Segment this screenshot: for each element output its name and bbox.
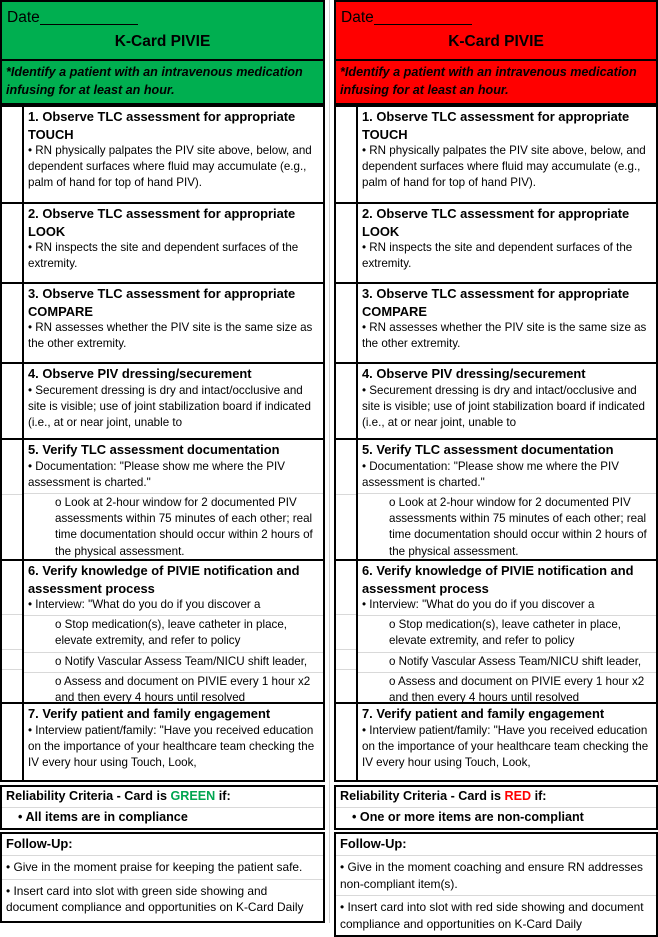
item-title-7-red: 7. Verify patient and family engagement bbox=[362, 706, 605, 721]
item-bullet-2-green: • RN inspects the site and dependent surfaces of the extremity. bbox=[28, 241, 299, 271]
item-bullet-6-red: • Interview: "What do you do if you discover a bbox=[362, 598, 595, 611]
criteria-color-word-green: GREEN bbox=[170, 789, 216, 803]
check-box-4-green[interactable] bbox=[2, 364, 22, 438]
item-subtext-5-1-green: o Look at 2-hour window for 2 documented PIV assessments within 75 minutes of each other; real time documentation should occur within 2 hours of the physical assessment. bbox=[55, 496, 313, 558]
check-box-1-red[interactable] bbox=[336, 107, 356, 202]
criteria-suffix-red: if: bbox=[531, 789, 547, 803]
item-main-6-green bbox=[24, 561, 323, 616]
red-card-panel bbox=[334, 0, 658, 931]
date-row-red bbox=[336, 2, 656, 33]
item-body-1-green bbox=[24, 107, 323, 202]
item-sub-6-2-green bbox=[24, 653, 323, 673]
criteria-bullet-green: • All items are in compliance bbox=[18, 810, 188, 824]
check-column-7-green[interactable] bbox=[2, 704, 24, 780]
item-bullet-5-red: • Documentation: "Please show me where the PIV assessment is charted." bbox=[362, 459, 619, 489]
item-title-6-green: 6. Verify knowledge of PIVIE notification and assessment process bbox=[28, 563, 300, 596]
check-box-2-green[interactable] bbox=[2, 204, 22, 282]
check-column-2-green[interactable] bbox=[2, 204, 24, 282]
item-subtext-6-1-red: o Stop medication(s), leave catheter in place, elevate extremity, and refer to policy bbox=[389, 618, 621, 648]
check-column-4-green[interactable] bbox=[2, 364, 24, 438]
item-main-6-red bbox=[358, 561, 656, 616]
item-bullet-6-green: • Interview: "What do you do if you discover a bbox=[28, 598, 261, 611]
check-column-5-red[interactable] bbox=[336, 440, 358, 559]
checklist-item-7-green bbox=[2, 704, 323, 780]
item-bullet-5-green: • Documentation: "Please show me where the PIV assessment is charted." bbox=[28, 459, 285, 489]
check-column-6-green[interactable] bbox=[2, 561, 24, 702]
item-bullet-3-red: • RN assesses whether the PIV site is the same size as the other extremity. bbox=[362, 321, 647, 351]
followup-item-1-green: • Give in the moment praise for keeping the patient safe. bbox=[2, 856, 323, 880]
item-body-4-green bbox=[24, 364, 323, 438]
item-main-3-red bbox=[358, 284, 656, 354]
item-subtext-5-1-red: o Look at 2-hour window for 2 documented PIV assessments within 75 minutes of each other; real time documentation should occur within 2 hours of the physical assessment. bbox=[389, 496, 647, 558]
item-body-1-red bbox=[358, 107, 656, 202]
item-main-1-green bbox=[24, 107, 323, 194]
item-title-7-green: 7. Verify patient and family engagement bbox=[28, 706, 271, 721]
item-subtext-6-3-red: o Assess and document on PIVIE every 1 hour x2 and then every 4 hours until resolved bbox=[389, 674, 645, 705]
panel-gutter bbox=[325, 0, 334, 923]
check-box-6c-green[interactable] bbox=[2, 650, 22, 670]
check-column-4-red[interactable] bbox=[336, 364, 358, 438]
item-body-7-green bbox=[24, 704, 323, 780]
check-box-6d-red[interactable] bbox=[336, 670, 356, 702]
item-body-7-red bbox=[358, 704, 656, 780]
checklist-item-6-red bbox=[336, 561, 656, 704]
item-main-7-red bbox=[358, 704, 656, 773]
criteria-heading-green bbox=[2, 787, 323, 808]
item-body-3-green bbox=[24, 284, 323, 362]
item-main-5-red bbox=[358, 440, 656, 494]
item-sub-6-1-green bbox=[24, 616, 323, 652]
check-box-3-green[interactable] bbox=[2, 284, 22, 362]
criteria-bullet-red: • One or more items are non-compliant bbox=[352, 810, 584, 824]
item-subtext-6-3-green: o Assess and document on PIVIE every 1 hour x2 and then every 4 hours until resolved bbox=[55, 674, 311, 705]
item-main-4-green bbox=[24, 364, 323, 433]
item-bullet-1-red: • RN physically palpates the PIV site above, below, and dependent surfaces where fluid may accumulate (e.g., palm of hand for top of hand PIV). bbox=[362, 144, 646, 190]
item-sub-6-3-green bbox=[24, 673, 323, 708]
checklist-item-1-red bbox=[336, 107, 656, 204]
item-body-6-red bbox=[358, 561, 656, 705]
date-row-green bbox=[2, 2, 323, 33]
item-subtext-6-2-green: o Notify Vascular Assess Team/NICU shift leader, bbox=[55, 654, 308, 668]
checklist-item-2-green bbox=[2, 204, 323, 284]
checklist-item-5-red bbox=[336, 440, 656, 561]
check-box-7-green[interactable] bbox=[2, 704, 22, 780]
item-main-1-red bbox=[358, 107, 656, 194]
item-body-6-green bbox=[24, 561, 323, 705]
item-sub-6-2-red bbox=[358, 653, 656, 673]
check-column-3-red[interactable] bbox=[336, 284, 358, 362]
item-title-2-red: 2. Observe TLC assessment for appropriate LOOK bbox=[362, 206, 630, 239]
item-main-5-green bbox=[24, 440, 323, 494]
date-blank-line-red[interactable] bbox=[374, 11, 472, 25]
followup-heading-red: Follow-Up: bbox=[336, 834, 656, 856]
identify-instruction-red: *Identify a patient with an intravenous medication infusing for at least an hour. bbox=[334, 61, 658, 105]
item-title-1-green: 1. Observe TLC assessment for appropriate TOUCH bbox=[28, 109, 296, 142]
check-box-5a-red[interactable] bbox=[336, 440, 356, 495]
gutter-rule bbox=[329, 0, 330, 923]
green-header bbox=[0, 0, 325, 61]
check-box-6c-red[interactable] bbox=[336, 650, 356, 670]
criteria-suffix-green: if: bbox=[215, 789, 231, 803]
red-header bbox=[334, 0, 658, 61]
followup-heading-green: Follow-Up: bbox=[2, 834, 323, 856]
checklist-item-3-green bbox=[2, 284, 323, 364]
check-box-6b-green[interactable] bbox=[2, 615, 22, 650]
check-box-6b-red[interactable] bbox=[336, 615, 356, 650]
identify-instruction-green: *Identify a patient with an intravenous medication infusing for at least an hour. bbox=[0, 61, 325, 105]
followup-green bbox=[0, 832, 325, 923]
item-sub-5-1-red bbox=[358, 494, 656, 562]
date-blank-line-green[interactable] bbox=[40, 11, 138, 25]
item-body-2-green bbox=[24, 204, 323, 282]
item-title-3-red: 3. Observe TLC assessment for appropriate COMPARE bbox=[362, 286, 630, 319]
item-main-7-green bbox=[24, 704, 323, 773]
check-column-5-green[interactable] bbox=[2, 440, 24, 559]
item-main-2-red bbox=[358, 204, 656, 274]
check-box-6d-green[interactable] bbox=[2, 670, 22, 702]
reliability-criteria-green bbox=[0, 785, 325, 830]
card-title-green: K-Card PIVIE bbox=[114, 33, 211, 50]
item-main-3-green bbox=[24, 284, 323, 354]
followup-red bbox=[334, 832, 658, 937]
item-title-2-green: 2. Observe TLC assessment for appropriate LOOK bbox=[28, 206, 296, 239]
check-column-1-red[interactable] bbox=[336, 107, 358, 202]
checklist-green bbox=[0, 105, 325, 782]
item-bullet-2-red: • RN inspects the site and dependent surfaces of the extremity. bbox=[362, 241, 633, 271]
item-bullet-7-green: • Interview patient/family: "Have you received education on the importance of your healthcare team checking the IV every hour using Touch, Look, bbox=[28, 723, 315, 769]
item-body-5-red bbox=[358, 440, 656, 559]
checklist-item-4-red bbox=[336, 364, 656, 440]
item-bullet-4-green: • Securement dressing is dry and intact/occlusive and site is visible; use of joint stabilization board if indicated (i.e., at or near joint, unable to bbox=[28, 383, 311, 429]
check-box-5a-green[interactable] bbox=[2, 440, 22, 495]
checklist-red bbox=[334, 105, 658, 782]
criteria-prefix-red: Reliability Criteria - Card is bbox=[340, 789, 505, 803]
item-title-3-green: 3. Observe TLC assessment for appropriate COMPARE bbox=[28, 286, 296, 319]
checklist-item-3-red bbox=[336, 284, 656, 364]
item-body-5-green bbox=[24, 440, 323, 559]
criteria-color-word-red: RED bbox=[504, 789, 532, 803]
checklist-item-1-green bbox=[2, 107, 323, 204]
item-main-4-red bbox=[358, 364, 656, 433]
item-title-6-red: 6. Verify knowledge of PIVIE notification and assessment process bbox=[362, 563, 634, 596]
item-title-1-red: 1. Observe TLC assessment for appropriate TOUCH bbox=[362, 109, 630, 142]
green-card-panel bbox=[0, 0, 325, 923]
followup-item-2-red: • Insert card into slot with red side showing and document compliance and opportunities on K-Card Daily bbox=[340, 900, 644, 931]
item-body-3-red bbox=[358, 284, 656, 362]
check-box-4-red[interactable] bbox=[336, 364, 356, 438]
check-box-1-green[interactable] bbox=[2, 107, 22, 202]
item-body-4-red bbox=[358, 364, 656, 438]
checklist-item-4-green bbox=[2, 364, 323, 440]
item-bullet-3-green: • RN assesses whether the PIV site is the same size as the other extremity. bbox=[28, 321, 313, 351]
item-sub-5-1-green bbox=[24, 494, 323, 562]
check-box-3-red[interactable] bbox=[336, 284, 356, 362]
check-box-6a-green[interactable] bbox=[2, 561, 22, 615]
check-box-2-red[interactable] bbox=[336, 204, 356, 282]
card-title-red: K-Card PIVIE bbox=[448, 33, 544, 50]
checklist-item-7-red bbox=[336, 704, 656, 780]
check-column-2-red[interactable] bbox=[336, 204, 358, 282]
check-box-5b-green[interactable] bbox=[2, 495, 22, 559]
item-title-5-green: 5. Verify TLC assessment documentation bbox=[28, 442, 280, 457]
check-box-6a-red[interactable] bbox=[336, 561, 356, 615]
item-bullet-7-red: • Interview patient/family: "Have you received education on the importance of your healthcare team checking the IV every hour using Touch, Look, bbox=[362, 723, 649, 769]
check-column-6-red[interactable] bbox=[336, 561, 358, 702]
item-sub-6-3-red bbox=[358, 673, 656, 708]
check-box-5b-red[interactable] bbox=[336, 495, 356, 559]
criteria-heading-red bbox=[336, 787, 656, 808]
item-body-2-red bbox=[358, 204, 656, 282]
item-subtext-6-1-green: o Stop medication(s), leave catheter in place, elevate extremity, and refer to policy bbox=[55, 618, 287, 648]
followup-item-1-red: • Give in the moment coaching and ensure RN addresses non-compliant item(s). bbox=[336, 856, 656, 896]
followup-item-2-green: • Insert card into slot with green side showing and document compliance and opportunities on K-Card Daily bbox=[6, 883, 304, 914]
item-title-4-red: 4. Observe PIV dressing/securement bbox=[362, 366, 586, 381]
check-column-7-red[interactable] bbox=[336, 704, 358, 780]
checklist-item-2-red bbox=[336, 204, 656, 284]
check-box-7-red[interactable] bbox=[336, 704, 356, 780]
item-main-2-green bbox=[24, 204, 323, 274]
item-bullet-1-green: • RN physically palpates the PIV site above, below, and dependent surfaces where fluid may accumulate (e.g., palm of hand for top of hand PIV). bbox=[28, 144, 312, 190]
date-label-red: Date bbox=[341, 8, 374, 26]
checklist-item-6-green bbox=[2, 561, 323, 704]
check-column-3-green[interactable] bbox=[2, 284, 24, 362]
item-bullet-4-red: • Securement dressing is dry and intact/occlusive and site is visible; use of joint stabilization board if indicated (i.e., at or near joint, unable to bbox=[362, 383, 645, 429]
reliability-criteria-red bbox=[334, 785, 658, 830]
checklist-item-5-green bbox=[2, 440, 323, 561]
check-column-1-green[interactable] bbox=[2, 107, 24, 202]
item-title-4-green: 4. Observe PIV dressing/securement bbox=[28, 366, 252, 381]
criteria-prefix-green: Reliability Criteria - Card is bbox=[6, 789, 171, 803]
item-title-5-red: 5. Verify TLC assessment documentation bbox=[362, 442, 614, 457]
item-subtext-6-2-red: o Notify Vascular Assess Team/NICU shift leader, bbox=[389, 654, 642, 668]
date-label-green: Date bbox=[7, 8, 40, 26]
item-sub-6-1-red bbox=[358, 616, 656, 652]
